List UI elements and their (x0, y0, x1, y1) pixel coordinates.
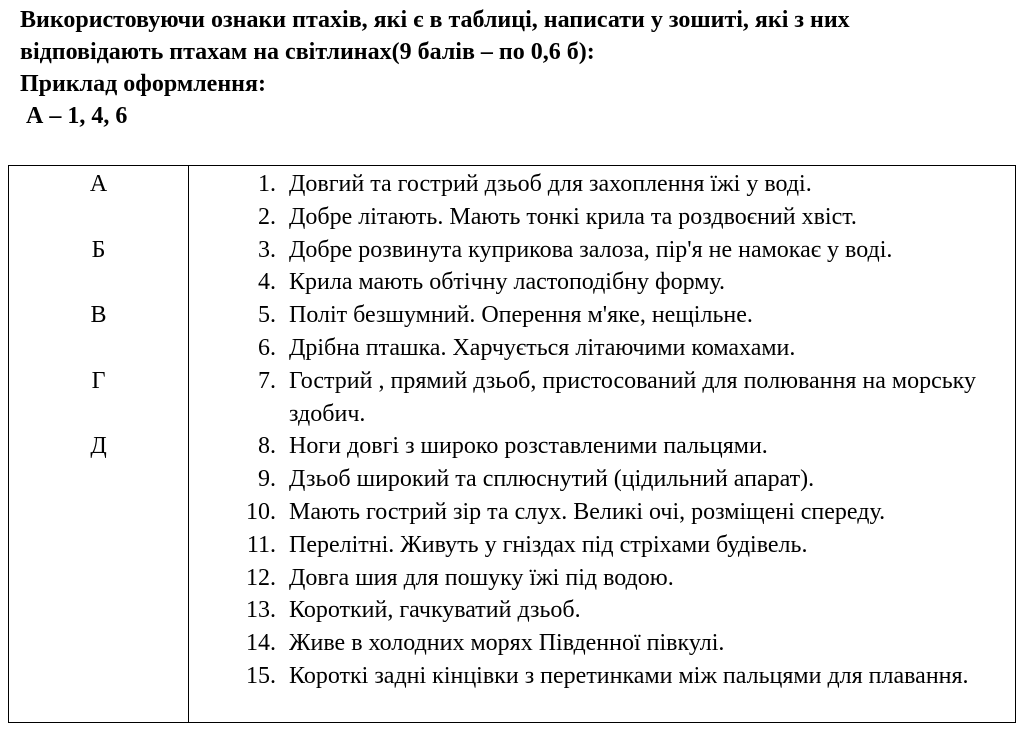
list-item (189, 266, 1015, 299)
list-item (189, 562, 1015, 595)
list-item (189, 627, 1015, 660)
item-number: 10. (246, 498, 276, 525)
list-item (189, 496, 1015, 529)
features-table (8, 165, 1016, 723)
list-item (189, 201, 1015, 234)
item-text: Політ безшумний. Оперення м'яке, нещільне. (289, 302, 753, 329)
item-text: Дзьоб широкий та сплюснутий (цідильний апарат). (289, 466, 815, 493)
features-list (189, 166, 1015, 693)
list-item (189, 365, 1015, 431)
list-item (189, 234, 1015, 267)
item-number: 6. (258, 334, 276, 361)
item-text: Довга шия для пошуку їжі під водою. (289, 564, 674, 591)
example-label: Приклад оформлення: (20, 71, 266, 97)
letters-cell (9, 166, 189, 723)
task-header (20, 4, 1010, 132)
item-number: 14. (246, 630, 276, 657)
item-text: Довгий та гострий дзьоб для захоплення їжі у воді. (289, 171, 812, 197)
item-number: 8. (258, 433, 276, 460)
list-item (189, 430, 1015, 463)
bird-letters (9, 166, 188, 496)
item-text: Мають гострий зір та слух. Великі очі, розміщені спереду. (289, 498, 886, 525)
list-item (189, 332, 1015, 365)
table-row (9, 166, 1016, 723)
bird-letter-d: Д (90, 433, 107, 460)
item-text: Добре розвинута куприкова залоза, пір'я не намокає у воді. (289, 236, 893, 263)
item-number: 15. (246, 662, 276, 689)
item-number: 7. (258, 367, 276, 394)
list-item (189, 529, 1015, 562)
bird-letter-a: А (89, 171, 108, 197)
item-number: 2. (258, 203, 276, 230)
bird-letter-v: В (90, 302, 107, 329)
item-text: Ноги довгі з широко розставленими пальцями. (289, 433, 768, 460)
item-text: Гострий , прямий дзьоб, пристосований для полювання на морську здобич. (289, 367, 976, 427)
item-number: 11. (246, 531, 276, 558)
item-text: Перелітні. Живуть у гніздах під стріхами будівель. (289, 531, 808, 558)
item-number: 1. (258, 171, 276, 197)
list-item (189, 594, 1015, 627)
item-number: 3. (258, 236, 276, 263)
example-value: А – 1, 4, 6 (26, 103, 128, 129)
bird-letter-h: Г (91, 367, 106, 394)
item-text: Короткий, гачкуватий дзьоб. (289, 597, 581, 624)
item-number: 12. (246, 564, 276, 591)
item-text: Живе в холодних морях Південної півкулі. (289, 630, 725, 657)
features-cell (189, 166, 1016, 723)
item-number: 4. (258, 269, 276, 296)
instruction-line-2: відповідають птахам на світлинах(9 балів – по 0,6 б): (20, 39, 595, 65)
item-text: Крила мають обтічну ластоподібну форму. (289, 269, 725, 296)
instruction-line-1: Використовуючи ознаки птахів, які є в таблиці, написати у зошиті, які з них (20, 7, 850, 33)
item-text: Короткі задні кінцівки з перетинками між пальцями для плавання. (289, 662, 969, 689)
bird-letter-b: Б (91, 236, 106, 263)
item-text: Дрібна пташка. Харчується літаючими комахами. (289, 334, 796, 361)
item-text: Добре літають. Мають тонкі крила та роздвоєний хвіст. (289, 203, 857, 230)
item-number: 9. (258, 466, 276, 493)
item-number: 5. (258, 302, 276, 329)
list-item (189, 168, 1015, 201)
list-item (189, 463, 1015, 496)
list-item (189, 660, 1015, 693)
item-number: 13. (246, 597, 276, 624)
list-item (189, 299, 1015, 332)
